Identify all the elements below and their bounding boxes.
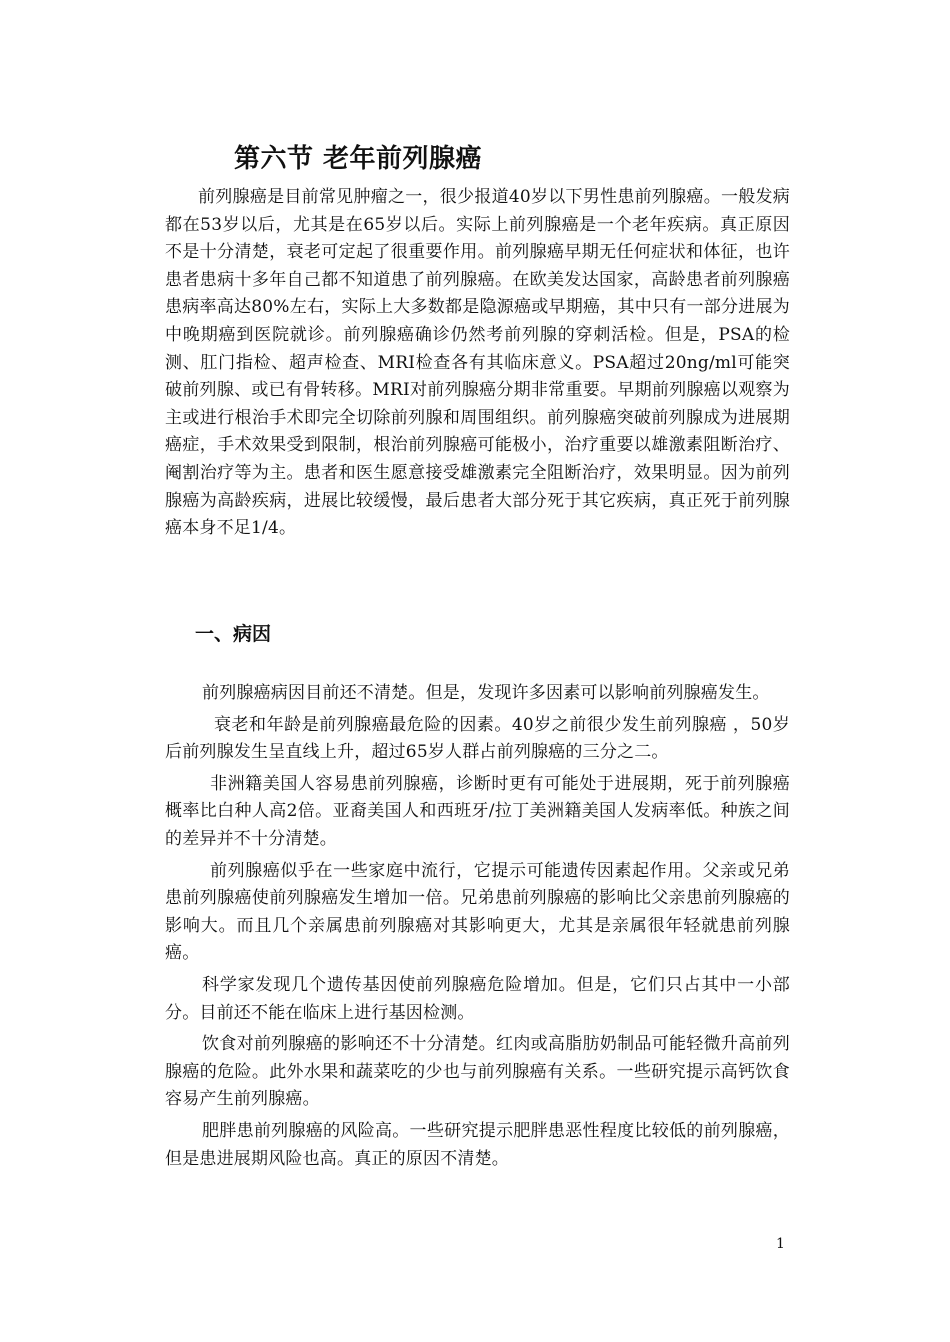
- page-title: 第六节 老年前列腺癌: [234, 144, 483, 174]
- paragraph-genetics: 科学家发现几个遗传基因使前列腺癌危险增加。但是，它们只占其中一小部分。目前还不能在临床上进行基因检测。: [165, 974, 790, 1023]
- paragraph-family: 前列腺癌似乎在一些家庭中流行，它提示可能遗传因素起作用。父亲或兄弟患前列腺癌使前列腺癌发生增加一倍。兄弟患前列腺癌的影响比父亲患前列腺癌的影响大。而且几个亲属患前列腺癌对其影响更大，尤其是亲属很年轻就患前列腺癌。: [165, 860, 790, 964]
- intro-paragraph: 前列腺癌是目前常见肿瘤之一，很少报道40岁以下男性患前列腺癌。一般发病都在53岁以后，尤其是在65岁以后。实际上前列腺癌是一个老年疾病。真正原因不是十分清楚，衰老可定起了很重要作用。前列腺癌早期无任何症状和体征，也许患者患病十多年自己都不知道患了前列腺癌。在欧美发达国家，高龄患者前列腺癌患病率高达80%左右，实际上大多数都是隐源癌或早期癌，其中只有一部分进展为中晚期癌到医院就诊。前列腺癌确诊仍然考前列腺的穿刺活检。但是，PSA的检测、肛门指检、超声检查、MRI检查各有其临床意义。PSA超过20ng/ml可能突破前列腺、或已有骨转移。MRI对前列腺癌分期非常重要。早期前列腺癌以观察为主或进行根治手术即完全切除前列腺和周围组织。前列腺癌突破前列腺成为进展期癌症，手术效果受到限制，根治前列腺癌可能极小，治疗重要以雄激素阻断治疗、阉割治疗等为主。患者和医生愿意接受雄激素完全阻断治疗，效果明显。因为前列腺癌为高龄疾病，进展比较缓慢，最后患者大部分死于其它疾病，真正死于前列腺癌本身不足1/4。: [165, 187, 790, 539]
- paragraph-race: 非洲籍美国人容易患前列腺癌，诊断时更有可能处于进展期，死于前列腺癌概率比白种人高2倍。亚裔美国人和西班牙/拉丁美洲籍美国人发病率低。种族之间的差异并不十分清楚。: [165, 773, 790, 849]
- section-heading: 一、病因: [195, 623, 272, 645]
- paragraph-obesity: 肥胖患前列腺癌的风险高。一些研究提示肥胖患恶性程度比较低的前列腺癌，但是患进展期风险也高。真正的原因不清楚。: [165, 1120, 790, 1169]
- page-number: 1: [776, 1236, 785, 1252]
- paragraph-cause-intro: 前列腺癌病因目前还不清楚。但是，发现许多因素可以影响前列腺癌发生。: [202, 683, 770, 703]
- paragraph-age: 衰老和年龄是前列腺癌最危险的因素。40岁之前很少发生前列腺癌 ，50岁后前列腺发生呈直线上升，超过65岁人群占前列腺癌的三分之二。: [165, 714, 790, 763]
- section-body: [165, 680, 790, 1177]
- paragraph-diet: 饮食对前列腺癌的影响还不十分清楚。红肉或高脂肪奶制品可能轻微升高前列腺癌的危险。此外水果和蔬菜吃的少也与前列腺癌有关系。一些研究提示高钙饮食容易产生前列腺癌。: [165, 1034, 790, 1110]
